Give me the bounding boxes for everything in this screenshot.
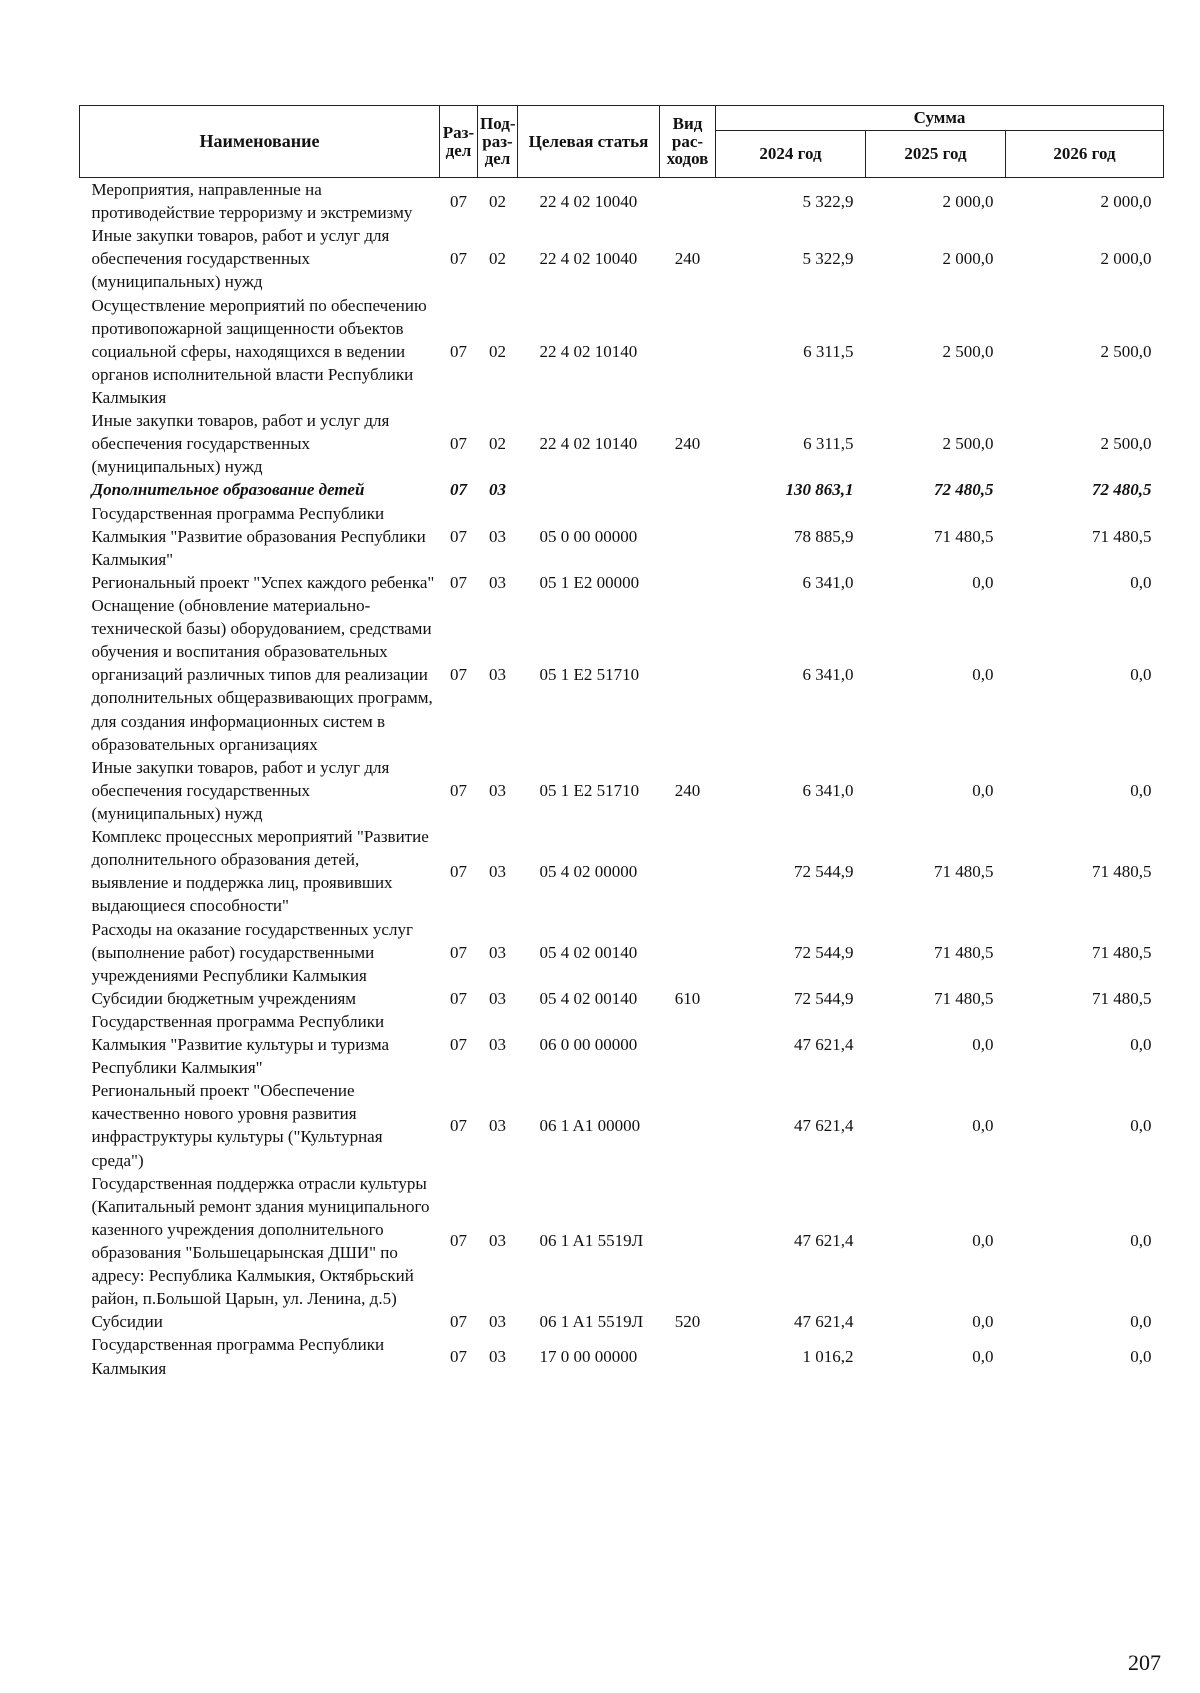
header-vid: Вид рас-ходов [660, 106, 716, 178]
row-sum-2025: 71 480,5 [934, 526, 994, 546]
row-sum-2026: 71 480,5 [1092, 988, 1152, 1008]
row-name: Иные закупки товаров, работ и услуг для обеспечения государственных (муниципальных) нужд [91, 757, 390, 823]
table-body [80, 178, 1164, 1380]
row-sum-2025: 0,0 [972, 665, 994, 685]
header-name: Наименование [80, 106, 440, 178]
row-razdel: 07 [450, 665, 467, 685]
row-sum-2025: 0,0 [972, 1347, 994, 1367]
row-sum-2024: 47 621,4 [794, 1312, 854, 1332]
row-vid [660, 825, 716, 917]
table-row [80, 409, 1164, 478]
table-row [80, 756, 1164, 825]
row-name: Субсидии [91, 1312, 163, 1332]
table-row [80, 1010, 1164, 1079]
table-row [80, 918, 1164, 987]
row-vid [660, 178, 716, 225]
table-row [80, 502, 1164, 571]
row-podrazdel: 03 [489, 988, 506, 1008]
table-row [80, 1333, 1164, 1379]
row-celevaya: 05 1 E2 51710 [539, 780, 640, 800]
row-sum-2024: 72 544,9 [794, 942, 854, 962]
row-celevaya: 22 4 02 10040 [539, 249, 638, 269]
row-podrazdel: 02 [489, 249, 506, 269]
row-razdel: 07 [450, 434, 467, 454]
row-razdel: 07 [450, 572, 467, 592]
table-row [80, 294, 1164, 410]
row-celevaya: 05 4 02 00140 [539, 942, 638, 962]
row-sum-2024: 130 863,1 [785, 480, 854, 500]
row-podrazdel: 03 [489, 526, 506, 546]
row-celevaya: 22 4 02 10040 [539, 191, 638, 211]
table-row [80, 1172, 1164, 1311]
row-name: Государственная поддержка отрасли культуры (Капитальный ремонт здания муниципального казенного учреждения дополнительного образования "Большецарынская ДШИ" по адресу: Республика Калмыкия, Октябрьский район, п.Большой Царын, ул. Ленина, д.5) [91, 1173, 430, 1309]
row-name: Субсидии бюджетным учреждениям [91, 988, 357, 1008]
row-name: Дополнительное образование детей [91, 480, 365, 500]
row-sum-2026: 2 500,0 [1100, 434, 1152, 454]
row-name: Государственная программа Республики Калмыкия "Развитие культуры и туризма Республики Калмыкия" [91, 1011, 390, 1078]
row-celevaya: 05 1 E2 00000 [539, 572, 640, 592]
row-sum-2024: 47 621,4 [794, 1231, 854, 1251]
row-sum-2025: 72 480,5 [934, 480, 994, 500]
table-row [80, 571, 1164, 594]
row-podrazdel: 03 [489, 1347, 506, 1367]
row-sum-2026: 0,0 [1130, 1035, 1152, 1055]
row-vid: 240 [674, 780, 701, 800]
budget-table [79, 105, 1164, 1380]
row-vid [660, 918, 716, 987]
header-2025: 2025 год [866, 131, 1006, 178]
row-sum-2025: 0,0 [972, 1115, 994, 1135]
page-number: 207 [1128, 1650, 1161, 1675]
row-vid [660, 294, 716, 410]
row-sum-2026: 0,0 [1130, 1115, 1152, 1135]
row-celevaya: 22 4 02 10140 [539, 341, 638, 361]
row-podrazdel: 03 [489, 1231, 506, 1251]
row-sum-2024: 6 311,5 [803, 434, 854, 454]
row-sum-2026: 0,0 [1130, 665, 1152, 685]
row-celevaya: 06 1 A1 00000 [539, 1115, 641, 1135]
row-razdel: 07 [450, 249, 467, 269]
row-razdel: 07 [450, 780, 467, 800]
table-row [80, 987, 1164, 1010]
row-sum-2025: 0,0 [972, 1231, 994, 1251]
header-podrazdel: Под-раз-дел [478, 106, 518, 178]
row-razdel: 07 [450, 861, 467, 881]
row-vid: 520 [674, 1312, 701, 1332]
row-celevaya [518, 478, 660, 501]
row-celevaya: 22 4 02 10140 [539, 434, 638, 454]
row-razdel: 07 [450, 1115, 467, 1135]
row-name: Государственная программа Республики Калмыкия [91, 1335, 385, 1378]
row-sum-2025: 0,0 [972, 1312, 994, 1332]
header-2024: 2024 год [716, 131, 866, 178]
row-sum-2026: 71 480,5 [1092, 861, 1152, 881]
row-podrazdel: 03 [489, 942, 506, 962]
row-name: Государственная программа Республики Калмыкия "Развитие образования Республики Калмыкия" [91, 503, 426, 569]
row-name: Расходы на оказание государственных услуг (выполнение работ) государственными учреждениями Республики Калмыкия [91, 919, 413, 985]
row-sum-2025: 2 500,0 [942, 341, 994, 361]
row-razdel: 07 [450, 480, 467, 500]
row-sum-2026: 71 480,5 [1092, 526, 1152, 546]
row-razdel: 07 [450, 1035, 467, 1055]
row-sum-2026: 0,0 [1130, 572, 1152, 592]
row-celevaya: 05 4 02 00140 [539, 988, 638, 1008]
row-podrazdel: 02 [489, 341, 506, 361]
row-sum-2024: 47 621,4 [794, 1115, 854, 1135]
row-vid: 610 [674, 988, 701, 1008]
table-row [80, 224, 1164, 293]
row-sum-2026: 2 000,0 [1100, 249, 1152, 269]
row-razdel: 07 [450, 1231, 467, 1251]
row-podrazdel: 03 [489, 572, 506, 592]
row-sum-2026: 72 480,5 [1092, 480, 1152, 500]
row-podrazdel: 03 [489, 1312, 506, 1332]
row-razdel: 07 [450, 1312, 467, 1332]
row-name: Иные закупки товаров, работ и услуг для обеспечения государственных (муниципальных) нужд [91, 411, 390, 477]
row-sum-2026: 2 500,0 [1100, 341, 1152, 361]
header-summa: Сумма [716, 106, 1164, 131]
row-sum-2024: 6 341,0 [802, 780, 854, 800]
row-celevaya: 05 0 00 00000 [539, 526, 638, 546]
row-vid: 240 [674, 434, 701, 454]
row-sum-2026: 0,0 [1130, 1347, 1152, 1367]
row-podrazdel: 03 [489, 861, 506, 881]
row-sum-2024: 6 311,5 [803, 341, 854, 361]
row-vid [660, 1079, 716, 1171]
row-sum-2025: 2 000,0 [942, 191, 994, 211]
row-sum-2024: 1 016,2 [802, 1347, 854, 1367]
row-sum-2024: 72 544,9 [794, 988, 854, 1008]
row-podrazdel: 03 [489, 1115, 506, 1135]
row-name: Оснащение (обновление материально-технической базы) оборудованием, средствами обучения и воспитания образовательных организаций различных типов для реализации дополнительных общеразвивающих программ, для создания информационных систем в образовательных организациях [91, 595, 433, 754]
row-sum-2026: 2 000,0 [1100, 191, 1152, 211]
row-sum-2026: 0,0 [1130, 1231, 1152, 1251]
row-sum-2026: 0,0 [1130, 780, 1152, 800]
row-sum-2024: 5 322,9 [802, 191, 854, 211]
header-2026: 2026 год [1006, 131, 1164, 178]
row-celevaya: 06 0 00 00000 [539, 1035, 638, 1055]
row-sum-2025: 71 480,5 [934, 861, 994, 881]
row-vid: 240 [674, 249, 701, 269]
row-sum-2024: 72 544,9 [794, 861, 854, 881]
table-row [80, 594, 1164, 756]
header-razdel: Раз-дел [440, 106, 478, 178]
row-name: Иные закупки товаров, работ и услуг для обеспечения государственных (муниципальных) нужд [91, 226, 390, 292]
table-row-section [80, 478, 1164, 501]
row-podrazdel: 03 [489, 780, 506, 800]
row-podrazdel: 02 [489, 191, 506, 211]
row-sum-2025: 2 000,0 [942, 249, 994, 269]
row-vid [660, 594, 716, 756]
row-razdel: 07 [450, 1347, 467, 1367]
row-razdel: 07 [450, 988, 467, 1008]
row-sum-2026: 71 480,5 [1092, 942, 1152, 962]
row-razdel: 07 [450, 942, 467, 962]
row-name: Осуществление мероприятий по обеспечению противопожарной защищенности объектов социальной сферы, находящихся в ведении органов исполнительной власти Республики Калмыкия [91, 295, 427, 407]
row-sum-2025: 0,0 [972, 572, 994, 592]
row-sum-2024: 6 341,0 [802, 665, 854, 685]
table-row [80, 825, 1164, 917]
header-celevaya: Целевая статья [518, 106, 660, 178]
row-sum-2024: 47 621,4 [794, 1035, 854, 1055]
row-podrazdel: 02 [489, 434, 506, 454]
row-vid [660, 502, 716, 571]
row-celevaya: 17 0 00 00000 [539, 1347, 638, 1367]
row-razdel: 07 [450, 341, 467, 361]
row-celevaya: 05 4 02 00000 [539, 861, 638, 881]
row-sum-2026: 0,0 [1130, 1312, 1152, 1332]
row-sum-2025: 71 480,5 [934, 942, 994, 962]
row-name: Региональный проект "Успех каждого ребенка" [91, 572, 435, 592]
row-celevaya: 06 1 A1 5519Л [539, 1231, 644, 1251]
table-row [80, 1310, 1164, 1333]
row-sum-2024: 5 322,9 [802, 249, 854, 269]
row-sum-2025: 71 480,5 [934, 988, 994, 1008]
row-name: Комплекс процессных мероприятий "Развитие дополнительного образования детей, выявление и поддержка лиц, проявивших выдающиеся способности" [91, 827, 429, 916]
table-row [80, 178, 1164, 225]
row-celevaya: 06 1 A1 5519Л [539, 1312, 644, 1332]
row-razdel: 07 [450, 191, 467, 211]
row-sum-2025: 2 500,0 [942, 434, 994, 454]
row-name: Мероприятия, направленные на противодействие терроризму и экстремизму [91, 180, 413, 223]
row-podrazdel: 03 [489, 665, 506, 685]
row-sum-2025: 0,0 [972, 1035, 994, 1055]
row-podrazdel: 03 [489, 1035, 506, 1055]
row-vid [660, 1172, 716, 1311]
row-razdel: 07 [450, 526, 467, 546]
table-header [80, 106, 1164, 178]
row-name: Региональный проект "Обеспечение качественно нового уровня развития инфраструктуры культуры ("Культурная среда") [91, 1081, 383, 1170]
row-celevaya: 05 1 E2 51710 [539, 665, 640, 685]
row-vid [660, 478, 716, 501]
row-vid [660, 1333, 716, 1379]
row-sum-2024: 78 885,9 [794, 526, 854, 546]
row-sum-2025: 0,0 [972, 780, 994, 800]
row-podrazdel: 03 [489, 480, 506, 500]
row-sum-2024: 6 341,0 [802, 572, 854, 592]
table-row [80, 1079, 1164, 1171]
row-vid [660, 1010, 716, 1079]
row-vid [660, 571, 716, 594]
